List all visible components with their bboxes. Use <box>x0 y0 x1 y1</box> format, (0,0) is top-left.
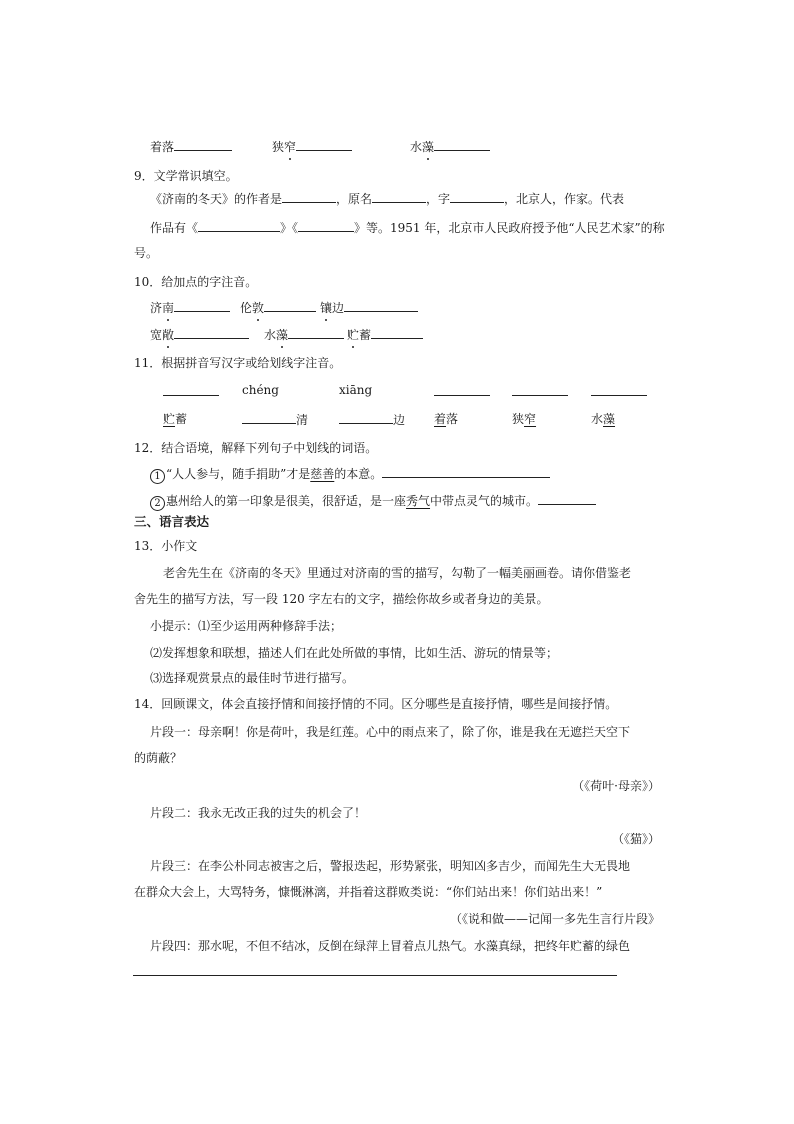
question-9-title: 9．文学常识填空。 <box>134 169 238 183</box>
question-13-title: 13．小作文 <box>134 539 198 553</box>
answer-blank[interactable] <box>372 190 426 203</box>
question-13-tip-3: ⑶选择观赏景点的最佳时节进行描写。 <box>150 671 355 685</box>
q11-item-1: 贮蓄 <box>163 412 188 426</box>
answer-blank[interactable] <box>163 383 219 396</box>
fragment-1-line-1: 片段一：母亲啊！你是荷叶，我是红莲。心中的雨点来了，除了你，谁是我在无遮拦天空下 <box>150 725 631 739</box>
question-9-line-3: 号。 <box>134 246 159 260</box>
question-13-tip-2: ⑵发挥想象和联想，描述人们在此处所做的事情，比如生活、游玩的情景等； <box>150 646 559 660</box>
answer-blank[interactable] <box>591 383 647 396</box>
question-13-para-2: 舍先生的描写方法，写一段 120 字左右的文字，描绘你故乡或者身边的美景。 <box>134 592 549 606</box>
word-line-top-2 <box>272 138 352 155</box>
q11-item-4: 着落 <box>434 412 459 426</box>
q11-item-3: 边 <box>339 411 405 428</box>
word-1: 着落 <box>150 140 175 154</box>
answer-blank[interactable] <box>282 190 336 203</box>
question-9-line-2: 作品有《 》《 》等。1951 年，北京市人民政府授予他“人民艺术家”的称 <box>150 221 665 235</box>
question-13-para-1: 老舍先生在《济南的冬天》里通过对济南的雪的描写，勾勒了一幅美丽画卷。请你借鉴老 <box>163 566 632 580</box>
footer-divider <box>133 975 617 976</box>
answer-blank[interactable] <box>296 138 352 151</box>
pinyin-item: 贮蓄 <box>347 328 372 342</box>
question-9-line-1: 《济南的冬天》的作者是 ，原名 ，字 ，北京人，作家。代表 <box>150 192 625 206</box>
answer-blank[interactable] <box>371 326 423 339</box>
answer-blank[interactable] <box>450 190 504 203</box>
fragment-4: 片段四：那水呢，不但不结冰，反倒在绿萍上冒着点儿热气。水藻真绿，把终年贮蓄的绿色 <box>150 939 631 953</box>
answer-blank[interactable] <box>339 411 393 424</box>
fragment-3-source: （《说和做——记闻一多先生言行片段》 <box>449 912 660 926</box>
pinyin-item: 宽敞 <box>150 328 175 342</box>
question-10-row-1 <box>150 299 230 316</box>
pinyin-1: chéng <box>242 383 279 397</box>
fragment-1-source: （《荷叶·母亲》） <box>572 779 660 793</box>
question-10-row-1c <box>320 299 418 316</box>
pinyin-2: xiāng <box>339 383 373 397</box>
question-10-row-2b <box>264 326 344 343</box>
answer-blank[interactable] <box>198 219 280 232</box>
word-line-top-3 <box>410 138 490 155</box>
pinyin-item: 济南 <box>150 301 175 315</box>
question-12-item-1: 1 “人人参与，随手捐助”才是慈善的本意。 <box>150 465 550 484</box>
answer-blank[interactable] <box>344 299 418 312</box>
answer-blank[interactable] <box>382 465 550 478</box>
answer-blank[interactable] <box>538 492 596 505</box>
pinyin-item: 镶边 <box>320 301 345 315</box>
answer-blank[interactable] <box>288 326 344 339</box>
circled-number: 2 <box>150 496 165 511</box>
fragment-3-line-1: 片段三：在李公朴同志被害之后，警报迭起，形势紧张，明知凶多吉少，而闻先生大无畏地 <box>150 859 631 873</box>
word-line-top <box>150 138 232 155</box>
question-14-title: 14．回顾课文，体会直接抒情和间接抒情的不同。区分哪些是直接抒情，哪些是间接抒情。 <box>134 697 618 711</box>
answer-blank[interactable] <box>242 411 296 424</box>
word-3: 水藻 <box>410 140 435 154</box>
question-10-title: 10．给加点的字注音。 <box>134 275 258 289</box>
q11-item-2: 清 <box>242 411 308 428</box>
pinyin-item: 水藻 <box>264 328 289 342</box>
question-11-title: 11．根据拼音写汉字或给划线字注音。 <box>134 356 342 370</box>
q11-item-5: 狭窄 <box>512 412 537 426</box>
question-10-row-2 <box>150 326 249 343</box>
circled-number: 1 <box>150 469 165 484</box>
fragment-1-line-2: 的荫蔽？ <box>134 751 183 765</box>
fragment-2: 片段二：我永无改正我的过失的机会了！ <box>150 806 367 820</box>
word-2: 狭窄 <box>272 140 297 154</box>
question-10-row-1b <box>240 299 316 316</box>
question-12-title: 12．结合语境，解释下列句子中划线的词语。 <box>134 441 378 455</box>
answer-blank[interactable] <box>264 299 316 312</box>
q11-item-6: 水藻 <box>591 412 616 426</box>
answer-blank[interactable] <box>434 138 490 151</box>
question-10-row-2c <box>347 326 423 343</box>
fragment-3-line-2: 在群众大会上，大骂特务，慷慨淋漓，并指着这群败类说：“你们站出来！你们站出来！” <box>134 885 603 899</box>
answer-blank[interactable] <box>174 138 232 151</box>
answer-blank[interactable] <box>174 326 249 339</box>
answer-blank[interactable] <box>434 383 490 396</box>
answer-blank[interactable] <box>298 219 354 232</box>
answer-blank[interactable] <box>174 299 230 312</box>
section-heading: 三、语言表达 <box>134 514 210 529</box>
pinyin-item: 伦敦 <box>240 301 265 315</box>
question-13-tip-1: 小提示：⑴至少运用两种修辞手法； <box>150 619 343 633</box>
question-12-item-2: 2 惠州给人的第一印象是很美，很舒适，是一座秀气中带点灵气的城市。 <box>150 492 596 511</box>
answer-blank[interactable] <box>512 383 568 396</box>
fragment-2-source: （《猫》） <box>611 832 660 846</box>
